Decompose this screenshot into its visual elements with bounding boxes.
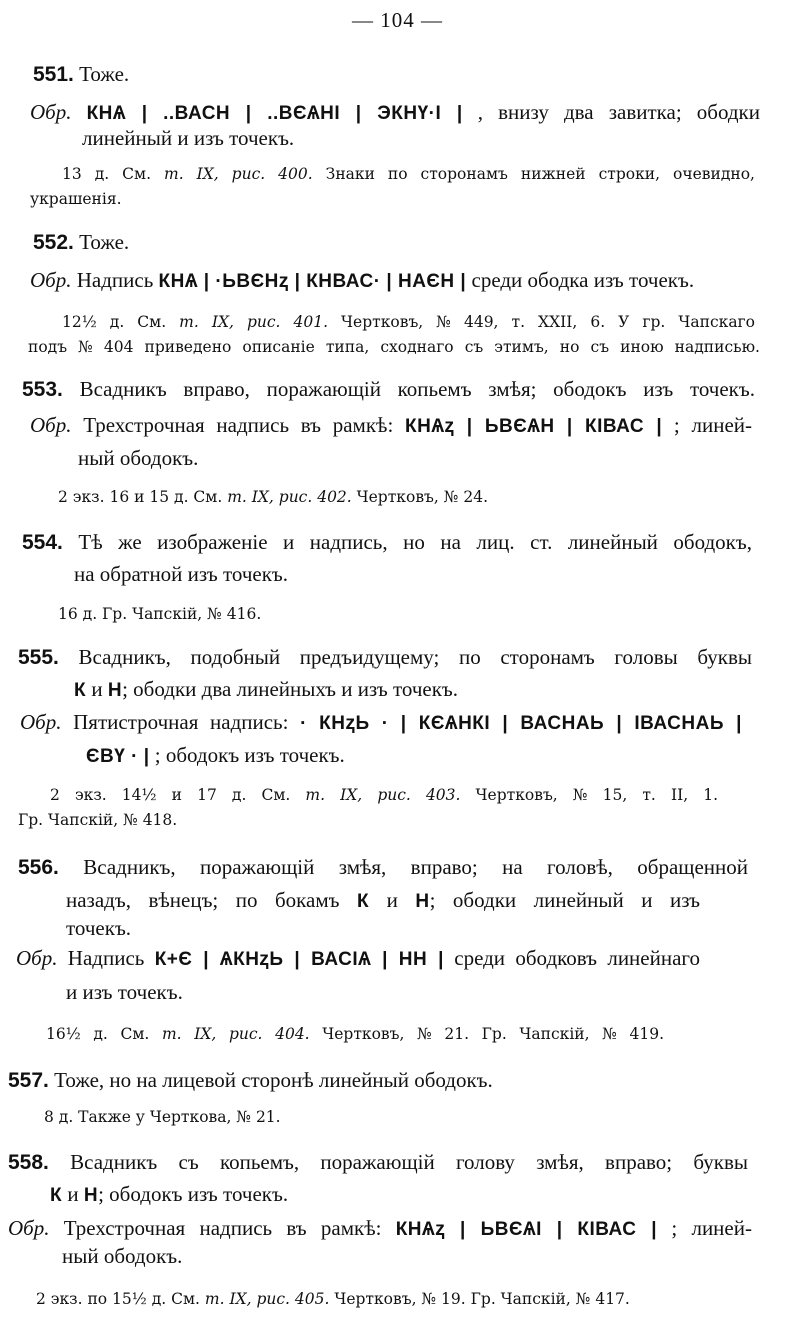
entry-first-line [8, 1068, 493, 1093]
entry-note [28, 338, 760, 356]
text-run: Чертковъ, № 15, т. II, 1. [460, 786, 719, 804]
text-run: Всадникъ съ копьемъ, поражающій голову змѣя, вправо; буквы [48, 1150, 748, 1174]
text-run: 8 д. Также у Черткова, № 21. [44, 1108, 281, 1126]
text-run: ный ободокъ. [62, 1244, 183, 1268]
entry-number: 551. [33, 63, 74, 86]
text-run: ный ободокъ. [78, 446, 199, 470]
obverse-label: Обр. [8, 1216, 50, 1240]
text-run: Надпись [57, 946, 155, 970]
entry-number: 555. [18, 646, 59, 669]
entry-note [62, 165, 755, 183]
text-run: Трехстрочная надпись въ рамкѣ: [71, 413, 406, 437]
entry-first-line [8, 1150, 748, 1175]
entry-line [82, 126, 294, 151]
text-run: ; линей- [662, 413, 752, 437]
entry-line [66, 888, 700, 913]
text-run: Тоже, но на лицевой сторонѣ линейный ободокъ. [48, 1068, 493, 1092]
text-run: Всадникъ, поражающій змѣя, вправо; на головѣ, обращенной [58, 855, 748, 879]
entry-first-line [33, 62, 129, 87]
entry-note [30, 190, 122, 208]
inscription-text: К [357, 891, 370, 912]
entry-note [50, 786, 718, 804]
text-run: линейный и изъ точекъ. [82, 126, 295, 150]
entry-line [86, 743, 345, 768]
text-run: и изъ точекъ. [66, 980, 183, 1004]
text-run: Тѣ же изображеніе и надпись, но на лиц. ст. линейный ободокъ, [62, 530, 752, 554]
obverse-label: Обр. [20, 710, 62, 734]
entry-note [58, 605, 261, 623]
plate-reference: т. IX, рис. 401. [179, 313, 329, 331]
entry-first-line [22, 377, 755, 402]
entry-note [58, 488, 488, 506]
inscription-text: Н [107, 680, 123, 701]
entry-line [62, 1244, 182, 1269]
text-run: 13 д. См. [62, 165, 164, 183]
text-run: Пятистрочная надпись: [61, 710, 301, 734]
plate-reference: т. IX, рис. 403. [305, 786, 461, 804]
entry-line [50, 1182, 288, 1207]
entry-line [66, 980, 183, 1005]
entry-line [74, 562, 288, 587]
entry-note [46, 1025, 664, 1043]
text-run: Всадникъ вправо, поражающій копьемъ змѣя; ободокъ изъ точекъ. [62, 377, 755, 401]
text-run: Гр. Чапскій, № 418. [18, 811, 178, 829]
entry-first-line [18, 855, 748, 880]
entry-first-line [33, 230, 129, 255]
text-run: Тоже. [73, 62, 130, 86]
obverse-label: Обр. [30, 100, 72, 124]
obverse-label: Обр. [30, 413, 72, 437]
entry-number: 554. [22, 531, 63, 554]
text-run: ; ободокъ изъ точекъ. [149, 743, 345, 767]
entry-first-line [22, 530, 752, 555]
text-run: назадъ, вѣнецъ; по бокамъ [66, 888, 358, 912]
text-run: на обратной изъ точекъ. [74, 562, 289, 586]
entry-note [44, 1108, 281, 1126]
text-run: Чертковъ, № 449, т. XXII, 6. У гр. Чапскаго [328, 313, 756, 331]
inscription-text: · КНⱬЬ · | КЄѦНКІ | ВАСНАЬ | ІВАСНАЬ | [300, 713, 742, 734]
text-run: украшенія. [30, 190, 122, 208]
entry-number: 552. [33, 231, 74, 254]
entry-number: 553. [22, 378, 63, 401]
entry-line [30, 413, 752, 438]
obverse-label: Обр. [30, 268, 72, 292]
inscription-text: К+Є | ѦКНⱬЬ | ВАСІѦ | НН | [154, 949, 444, 970]
inscription-text: К [74, 680, 87, 701]
text-run: Тоже. [73, 230, 130, 254]
text-run: Трехстрочная надпись въ рамкѣ: [49, 1216, 396, 1240]
text-run: точекъ. [66, 916, 132, 940]
inscription-text: КНѦ | ..ВАСН | ..ВЄѦНІ | ЭКНҮ·І | [86, 103, 463, 124]
text-run: 2 экз. 16 и 15 д. См. [58, 488, 228, 506]
text-run: Всадникъ, подобный предъидущему; по сторонамъ головы буквы [58, 645, 752, 669]
entry-note [36, 1290, 630, 1308]
text-run: 2 экз. 14½ и 17 д. См. [50, 786, 306, 804]
entry-line [74, 677, 458, 702]
inscription-text: КНѦ | ·ЬВЄНⱬ | КНВАС· | НАЄН | [158, 271, 467, 292]
obverse-label: Обр. [16, 946, 58, 970]
text-run: Надпись [71, 268, 159, 292]
inscription-text: Н [415, 891, 430, 912]
inscription-text: КНѦⱬ | ЬВЄѦН | КІВАС | [405, 416, 663, 437]
text-run: ; ободки линейный и изъ [429, 888, 700, 912]
plate-reference: т. IX, рис. 402. [227, 488, 352, 506]
text-run: ; ободки два линейныхъ и изъ точекъ. [122, 677, 459, 701]
entry-line [30, 268, 694, 293]
text-run: и [62, 1182, 84, 1206]
text-run [71, 100, 86, 124]
entry-line [20, 710, 742, 735]
plate-reference: т. IX, рис. 400. [164, 165, 313, 183]
text-run: Чертковъ, № 21. Гр. Чапскій, № 419. [309, 1025, 665, 1043]
text-run: Знаки по сторонамъ нижней строки, очевидно, [312, 165, 755, 183]
inscription-text: К [50, 1185, 63, 1206]
entry-line [30, 100, 760, 125]
text-run: , внизу два завитка; ободки [462, 100, 760, 124]
text-run: Чертковъ, № 24. [351, 488, 489, 506]
entry-number: 558. [8, 1151, 49, 1174]
inscription-text: ЄВҮ · | [86, 746, 150, 767]
entry-first-line [18, 645, 752, 670]
text-run: среди ободковъ линейнаго [443, 946, 700, 970]
text-run: 16½ д. См. [46, 1025, 162, 1043]
text-run: подъ № 404 приведено описаніе типа, сходнаго съ этимъ, но съ иною надписью. [28, 338, 760, 356]
text-run: 2 экз. по 15½ д. См. [36, 1290, 205, 1308]
text-run: и [86, 677, 108, 701]
entry-note [62, 313, 755, 331]
text-run: 12½ д. См. [62, 313, 180, 331]
entry-note [18, 811, 177, 829]
plate-reference: т. IX, рис. 404. [161, 1025, 310, 1043]
text-run: 16 д. Гр. Чапскій, № 416. [58, 605, 262, 623]
entry-line [66, 916, 131, 941]
text-run: ; ободокъ изъ точекъ. [98, 1182, 289, 1206]
entry-line [16, 946, 700, 971]
inscription-text: Н [83, 1185, 99, 1206]
entry-line [8, 1216, 752, 1241]
inscription-text: КНѦⱬ | ЬВЄѦІ | КІВАС | [395, 1219, 658, 1240]
entry-number: 556. [18, 856, 59, 879]
entry-number: 557. [8, 1069, 49, 1092]
plate-reference: т. IX, рис. 405. [204, 1290, 330, 1308]
text-run: ; линей- [657, 1216, 752, 1240]
text-run: среди ободка изъ точекъ. [466, 268, 695, 292]
entry-line [78, 446, 198, 471]
page-number: — 104 — [352, 8, 443, 32]
text-run: Чертковъ, № 19. Гр. Чапскій, № 417. [329, 1290, 630, 1308]
text-run: и [369, 888, 416, 912]
